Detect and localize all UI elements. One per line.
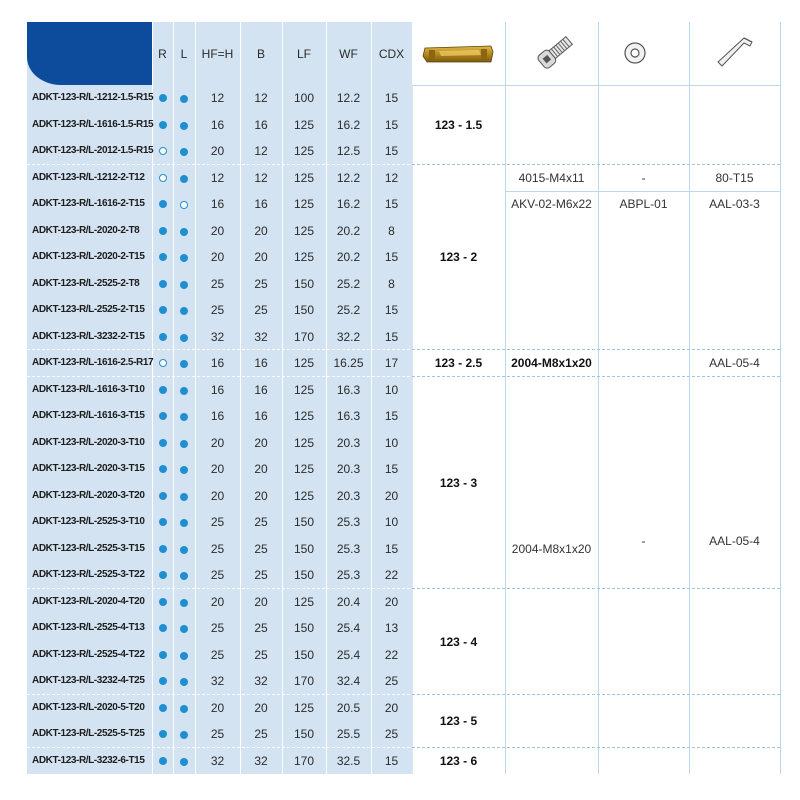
header-brand-block (27, 22, 152, 85)
table-cell-b: 16 (254, 197, 268, 212)
insert-group-label: 123 - 4 (439, 634, 478, 649)
group-separator-right (412, 349, 780, 350)
dot-r-filled (159, 439, 167, 447)
table-cell-hf: 32 (210, 753, 225, 768)
table-cell-cdx: 10 (384, 515, 399, 530)
table-cell-cdx: 25 (384, 674, 399, 689)
table-row-code: ADKT-123-R/L-2020-3-T10 (32, 436, 145, 448)
table-row-code: ADKT-123-R/L-3232-6-T15 (32, 754, 145, 766)
dot-l-filled (180, 599, 188, 607)
table-row-code: ADKT-123-R/L-1212-1.5-R15 (32, 92, 154, 104)
key-spec: AAL-03-3 (709, 197, 760, 212)
table-cell-wf: 20.3 (336, 435, 361, 450)
table-cell-hf: 25 (210, 727, 225, 742)
table-cell-b: 12 (254, 91, 268, 106)
table-cell-wf: 25.2 (336, 303, 361, 318)
dot-r-filled (159, 253, 167, 261)
table-cell-lf: 170 (293, 329, 315, 344)
table-cell-wf: 12.2 (336, 170, 361, 185)
dot-l-filled (180, 546, 188, 554)
table-cell-hf: 16 (210, 382, 225, 397)
table-cell-hf: 25 (210, 515, 225, 530)
table-cell-wf: 25.4 (336, 647, 361, 662)
table-cell-b: 25 (254, 727, 268, 742)
dot-r-open (159, 359, 167, 367)
table-cell-lf: 125 (293, 170, 315, 185)
table-cell-b: 25 (254, 515, 268, 530)
screw-spec: AKV-02-M6x22 (511, 197, 592, 212)
insert-group-label: 123 - 6 (439, 753, 478, 768)
table-cell-lf: 150 (293, 727, 315, 742)
table-cell-lf: 125 (293, 462, 315, 477)
table-cell-lf: 125 (293, 223, 315, 238)
table-cell-cdx: 8 (388, 276, 395, 291)
table-cell-cdx: 15 (384, 144, 399, 159)
table-cell-b: 25 (254, 541, 268, 556)
dot-l-filled (180, 493, 188, 501)
table-cell-cdx: 15 (384, 91, 399, 106)
table-cell-wf: 16.25 (333, 356, 364, 371)
dot-r-open (159, 174, 167, 182)
table-row-code: ADKT-123-R/L-2525-3-T10 (32, 516, 145, 528)
dot-l-filled (180, 175, 188, 183)
insert-group-label: 123 - 2 (439, 250, 478, 265)
table-cell-b: 12 (254, 170, 268, 185)
dot-r-filled (159, 333, 167, 341)
table-row-code: ADKT-123-R/L-3232-4-T25 (32, 675, 145, 687)
table-cell-lf: 125 (293, 700, 315, 715)
table-cell-b: 32 (254, 329, 268, 344)
table-cell-hf: 25 (210, 568, 225, 583)
table-cell-wf: 20.4 (336, 594, 361, 609)
table-row-code: ADKT-123-R/L-2525-4-T22 (32, 648, 145, 660)
column-divider (173, 22, 174, 774)
table-cell-b: 32 (254, 753, 268, 768)
table-cell-cdx: 25 (384, 727, 399, 742)
table-cell-wf: 20.2 (336, 250, 361, 265)
table-cell-wf: 12.5 (336, 144, 361, 159)
dot-r-filled (159, 412, 167, 420)
dot-r-filled (159, 386, 167, 394)
table-cell-b: 20 (254, 223, 268, 238)
insert-icon (421, 42, 495, 66)
washer-spec: ABPL-01 (619, 197, 668, 212)
table-cell-hf: 20 (210, 488, 225, 503)
dot-l-filled (180, 705, 188, 713)
table-cell-lf: 150 (293, 303, 315, 318)
table-cell-lf: 125 (293, 488, 315, 503)
table-cell-lf: 125 (293, 409, 315, 424)
dot-r-filled (159, 94, 167, 102)
table-cell-hf: 20 (210, 700, 225, 715)
table-cell-b: 25 (254, 276, 268, 291)
table-cell-wf: 12.2 (336, 91, 361, 106)
table-cell-b: 20 (254, 594, 268, 609)
table-cell-wf: 20.3 (336, 462, 361, 477)
table-cell-cdx: 15 (384, 250, 399, 265)
table-cell-wf: 32.4 (336, 674, 361, 689)
table-cell-b: 20 (254, 250, 268, 265)
table-row-code: ADKT-123-R/L-2525-4-T13 (32, 622, 145, 634)
table-row-code: ADKT-123-R/L-1616-2-T15 (32, 198, 145, 210)
screw-spec: 4015-M4x11 (518, 170, 585, 185)
table-cell-b: 20 (254, 462, 268, 477)
dot-r-filled (159, 757, 167, 765)
table-cell-b: 25 (254, 647, 268, 662)
table-cell-hf: 12 (210, 91, 225, 106)
table-cell-wf: 20.2 (336, 223, 361, 238)
table-cell-cdx: 20 (384, 700, 399, 715)
table-cell-lf: 150 (293, 515, 315, 530)
group-separator-right (412, 376, 780, 377)
table-cell-lf: 125 (293, 435, 315, 450)
key-spec: 80-T15 (715, 170, 754, 185)
table-cell-wf: 20.5 (336, 700, 361, 715)
dot-r-filled (159, 677, 167, 685)
table-row-code: ADKT-123-R/L-2525-3-T22 (32, 569, 145, 581)
table-cell-b: 12 (254, 144, 268, 159)
table-cell-hf: 32 (210, 674, 225, 689)
table-row-code: ADKT-123-R/L-2012-1.5-R15 (32, 145, 154, 157)
table-cell-hf: 16 (210, 409, 225, 424)
table-cell-cdx: 10 (384, 382, 399, 397)
table-cell-lf: 125 (293, 382, 315, 397)
dot-l-filled (180, 228, 188, 236)
table-cell-hf: 12 (210, 170, 225, 185)
table-cell-b: 20 (254, 488, 268, 503)
table-cell-cdx: 15 (384, 409, 399, 424)
table-row-code: ADKT-123-R/L-1616-1.5-R15 (32, 118, 154, 130)
group-separator-right (412, 747, 780, 748)
table-cell-hf: 16 (210, 117, 225, 132)
table-row-code: ADKT-123-R/L-2525-2-T15 (32, 304, 145, 316)
table-cell-b: 20 (254, 435, 268, 450)
table-cell-lf: 125 (293, 117, 315, 132)
table-cell-cdx: 10 (384, 435, 399, 450)
table-cell-lf: 170 (293, 674, 315, 689)
table-cell-hf: 20 (210, 144, 225, 159)
dot-r-filled (159, 624, 167, 632)
dot-l-filled (180, 281, 188, 289)
table-cell-wf: 16.2 (336, 117, 361, 132)
table-cell-cdx: 15 (384, 462, 399, 477)
dot-r-filled (159, 306, 167, 314)
table-cell-wf: 20.3 (336, 488, 361, 503)
dot-r-filled (159, 492, 167, 500)
table-row-code: ADKT-123-R/L-3232-2-T15 (32, 330, 145, 342)
table-cell-b: 32 (254, 674, 268, 689)
table-cell-lf: 125 (293, 144, 315, 159)
dot-l-filled (180, 387, 188, 395)
table-cell-cdx: 17 (384, 356, 399, 371)
screw-spec: 2004-M8x1x20 (511, 356, 592, 371)
table-cell-hf: 16 (210, 197, 225, 212)
table-cell-hf: 20 (210, 462, 225, 477)
column-header-wf: WF (339, 47, 358, 61)
table-cell-lf: 150 (293, 541, 315, 556)
table-cell-wf: 16.2 (336, 197, 361, 212)
table-cell-lf: 150 (293, 276, 315, 291)
insert-group-label: 123 - 5 (439, 714, 478, 728)
group-separator-right (412, 694, 780, 695)
table-cell-hf: 25 (210, 621, 225, 636)
table-row-code: ADKT-123-R/L-2525-3-T15 (32, 542, 145, 554)
table-cell-hf: 25 (210, 276, 225, 291)
group-separator-right (412, 164, 780, 165)
table-cell-b: 25 (254, 568, 268, 583)
dot-r-filled (159, 545, 167, 553)
dot-l-filled (180, 758, 188, 766)
table-cell-hf: 32 (210, 329, 225, 344)
dot-l-filled (180, 652, 188, 660)
table-cell-hf: 25 (210, 303, 225, 318)
table-row-code: ADKT-123-R/L-2020-2-T8 (32, 224, 140, 236)
table-cell-b: 16 (254, 117, 268, 132)
screw-spec: 2004-M8x1x20 (511, 541, 592, 556)
table-cell-cdx: 15 (384, 541, 399, 556)
table-cell-lf: 125 (293, 356, 315, 371)
table-cell-cdx: 20 (384, 594, 399, 609)
column-header-l: L (180, 47, 188, 61)
dot-r-filled (159, 518, 167, 526)
table-cell-b: 25 (254, 621, 268, 636)
accessory-divider (505, 22, 506, 774)
table-cell-cdx: 12 (384, 170, 399, 185)
accessory-divider (598, 22, 599, 774)
column-header-lf: LF (296, 47, 311, 61)
table-cell-wf: 32.2 (336, 329, 361, 344)
table-cell-b: 25 (254, 303, 268, 318)
table-row-code: ADKT-123-R/L-1212-2-T12 (32, 171, 145, 183)
table-cell-cdx: 20 (384, 488, 399, 503)
dot-r-filled (159, 730, 167, 738)
dot-r-filled (159, 280, 167, 288)
dot-l-filled (180, 334, 188, 342)
column-header-r: R (158, 47, 167, 61)
washer-spec: - (641, 170, 646, 185)
table-cell-b: 20 (254, 700, 268, 715)
screw-icon (528, 32, 578, 76)
dot-r-filled (159, 651, 167, 659)
table-cell-cdx: 22 (384, 568, 399, 583)
table-row-code: ADKT-123-R/L-1616-3-T15 (32, 410, 145, 422)
accessory-divider (689, 22, 690, 774)
dot-r-filled (159, 465, 167, 473)
table-cell-cdx: 15 (384, 117, 399, 132)
table-cell-wf: 25.5 (336, 727, 361, 742)
table-cell-wf: 25.3 (336, 568, 361, 583)
washer-spec: - (641, 533, 646, 548)
table-row-code: ADKT-123-R/L-1616-2.5-R17 (32, 357, 154, 369)
column-header-cdx: CDX (378, 47, 405, 61)
key-spec: AAL-05-4 (709, 356, 760, 371)
accessory-divider (780, 22, 781, 774)
table-cell-cdx: 15 (384, 329, 399, 344)
table-cell-wf: 32.5 (336, 753, 361, 768)
dot-r-filled (159, 200, 167, 208)
table-cell-wf: 16.3 (336, 382, 361, 397)
table-row-code: ADKT-123-R/L-2020-3-T20 (32, 489, 145, 501)
table-cell-wf: 16.3 (336, 409, 361, 424)
table-cell-cdx: 15 (384, 197, 399, 212)
table-row-code: ADKT-123-R/L-2525-2-T8 (32, 277, 140, 289)
table-cell-hf: 20 (210, 594, 225, 609)
table-row-code: ADKT-123-R/L-1616-3-T10 (32, 383, 145, 395)
dot-r-filled (159, 121, 167, 129)
table-cell-lf: 150 (293, 568, 315, 583)
table-row-code: ADKT-123-R/L-2020-5-T20 (32, 701, 145, 713)
dot-l-filled (180, 440, 188, 448)
table-cell-b: 16 (254, 409, 268, 424)
dot-r-open (159, 147, 167, 155)
table-cell-hf: 20 (210, 250, 225, 265)
table-cell-cdx: 13 (384, 621, 399, 636)
table-cell-b: 16 (254, 382, 268, 397)
table-cell-hf: 25 (210, 647, 225, 662)
table-cell-cdx: 8 (388, 223, 395, 238)
table-cell-lf: 125 (293, 594, 315, 609)
dot-r-filled (159, 571, 167, 579)
table-row-code: ADKT-123-R/L-2525-5-T25 (32, 728, 145, 740)
table-cell-lf: 170 (293, 753, 315, 768)
table-cell-cdx: 22 (384, 647, 399, 662)
hex-key-icon (714, 32, 758, 76)
table-cell-wf: 25.3 (336, 541, 361, 556)
washer-icon (623, 41, 647, 65)
table-cell-hf: 25 (210, 541, 225, 556)
table-cell-wf: 25.4 (336, 621, 361, 636)
dot-r-filled (159, 227, 167, 235)
dot-r-filled (159, 598, 167, 606)
table-row-code: ADKT-123-R/L-2020-4-T20 (32, 595, 145, 607)
insert-group-label: 123 - 3 (439, 475, 478, 490)
table-cell-lf: 150 (293, 647, 315, 662)
table-cell-lf: 150 (293, 621, 315, 636)
table-cell-wf: 25.3 (336, 515, 361, 530)
column-header-b: B (256, 47, 265, 61)
header-bottom-line (412, 85, 780, 86)
group-separator-right (412, 588, 780, 589)
table-cell-hf: 20 (210, 435, 225, 450)
column-header-hf: HF=H (201, 47, 234, 61)
table-cell-cdx: 15 (384, 303, 399, 318)
table-cell-wf: 25.2 (336, 276, 361, 291)
insert-group-label: 123 - 2.5 (434, 356, 483, 371)
insert-column-left-edge (412, 85, 413, 774)
table-row-code: ADKT-123-R/L-2020-2-T15 (32, 251, 145, 263)
insert-group-label: 123 - 1.5 (434, 117, 483, 132)
accessory-row-line (505, 191, 780, 192)
table-cell-hf: 16 (210, 356, 225, 371)
table-cell-lf: 125 (293, 250, 315, 265)
table-cell-cdx: 15 (384, 753, 399, 768)
dot-l-filled (180, 122, 188, 130)
table-cell-hf: 20 (210, 223, 225, 238)
dot-r-filled (159, 704, 167, 712)
table-row-code: ADKT-123-R/L-2020-3-T15 (32, 463, 145, 475)
table-cell-lf: 100 (293, 91, 315, 106)
table-cell-b: 16 (254, 356, 268, 371)
key-spec: AAL-05-4 (709, 533, 760, 548)
table-cell-lf: 125 (293, 197, 315, 212)
